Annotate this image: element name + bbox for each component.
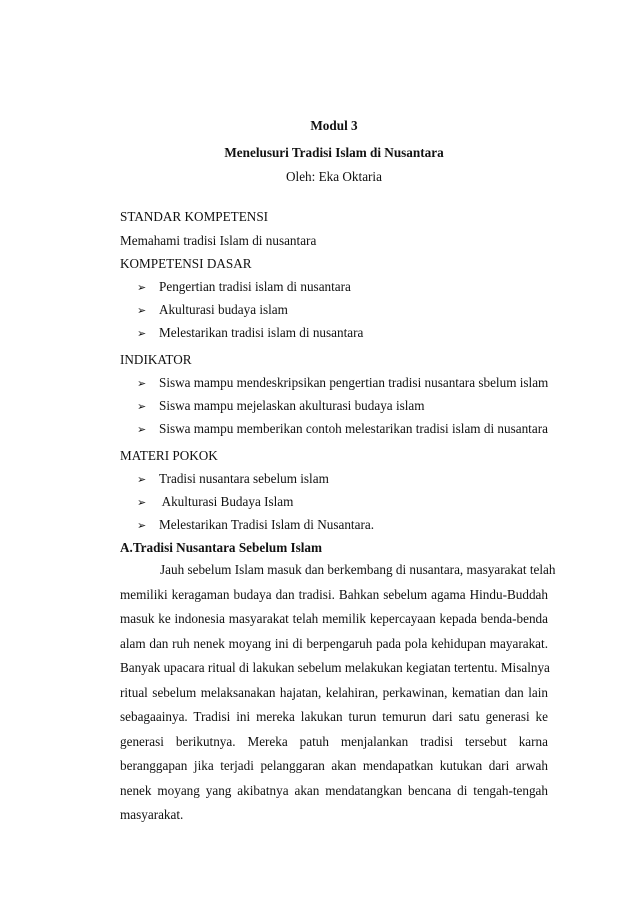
list-item: ➢ Siswa mampu mendeskripsikan pengertian tradisi nusantara sbelum islam xyxy=(137,375,549,390)
paragraph-line: masuk ke indonesia masyarakat telah memilik kepercayaan kepada benda-benda xyxy=(120,611,548,626)
paragraph-line: nenek moyang yang akibatnya akan mendatangkan bencana di tengah-tengah xyxy=(120,782,548,798)
paragraph-line: alam dan ruh nenek moyang ini di berpengaruh pada pola kehidupan mayarakat. xyxy=(120,635,548,651)
list-item: ➢ Melestarikan tradisi islam di nusantara xyxy=(137,325,364,340)
paragraph-line: beranggapan jika terjadi pelanggaran akan mendapatkan kutukan dari arwah xyxy=(120,758,548,773)
module-number: Modul 3 xyxy=(310,118,358,133)
arrow-bullet-icon: ➢ xyxy=(137,519,147,532)
list-item: ➢ Pengertian tradisi islam di nusantara xyxy=(137,279,351,294)
standar-kompetensi-heading: STANDAR KOMPETENSI xyxy=(120,209,269,224)
arrow-bullet-icon: ➢ xyxy=(137,423,147,436)
arrow-bullet-icon: ➢ xyxy=(137,281,147,294)
list-item: ➢ Akulturasi Budaya Islam xyxy=(137,494,294,509)
arrow-bullet-icon: ➢ xyxy=(137,304,147,317)
arrow-bullet-icon: ➢ xyxy=(137,400,147,413)
section-a-heading: A.Tradisi Nusantara Sebelum Islam xyxy=(120,540,322,555)
paragraph-line: memiliki keragaman budaya dan tradisi. Bahkan sebelum agama Hindu-Buddah xyxy=(120,586,548,602)
section-a-paragraph xyxy=(120,558,556,828)
standar-kompetensi-text: Memahami tradisi Islam di nusantara xyxy=(120,233,317,248)
paragraph-line: sebagaainya. Tradisi ini mereka lakukan turun temurun dari satu generasi ke xyxy=(120,709,548,724)
paragraph-line: Jauh sebelum Islam masuk dan berkembang di nusantara, masyarakat telah xyxy=(160,562,556,577)
kompetensi-dasar-heading: KOMPETENSI DASAR xyxy=(120,256,252,271)
indikator-heading: INDIKATOR xyxy=(120,352,192,367)
module-author: Oleh: Eka Oktaria xyxy=(286,169,382,184)
arrow-bullet-icon: ➢ xyxy=(137,327,147,340)
arrow-bullet-icon: ➢ xyxy=(137,377,147,390)
list-item: ➢ Siswa mampu memberikan contoh melestarikan tradisi islam di nusantara xyxy=(137,421,548,436)
paragraph-line: generasi berikutnya. Mereka patuh menjalankan tradisi tersebut karna xyxy=(120,733,548,749)
list-item: ➢ Akulturasi budaya islam xyxy=(137,302,288,317)
paragraph-line: Banyak upacara ritual di lakukan sebelum melakukan kegiatan tertentu. Misalnya xyxy=(120,660,550,675)
list-item: ➢ Tradisi nusantara sebelum islam xyxy=(137,471,329,486)
list-item: ➢ Siswa mampu mejelaskan akulturasi budaya islam xyxy=(137,398,425,413)
module-title: Menelusuri Tradisi Islam di Nusantara xyxy=(224,145,444,160)
arrow-bullet-icon: ➢ xyxy=(137,496,147,509)
paragraph-line: ritual sebelum melaksanakan hajatan, kelahiran, perkawinan, kematian dan lain xyxy=(120,684,548,700)
materi-pokok-heading: MATERI POKOK xyxy=(120,448,218,463)
list-item: ➢ Melestarikan Tradisi Islam di Nusantara. xyxy=(137,517,374,532)
paragraph-line: masyarakat. xyxy=(120,807,184,822)
arrow-bullet-icon: ➢ xyxy=(137,473,147,486)
